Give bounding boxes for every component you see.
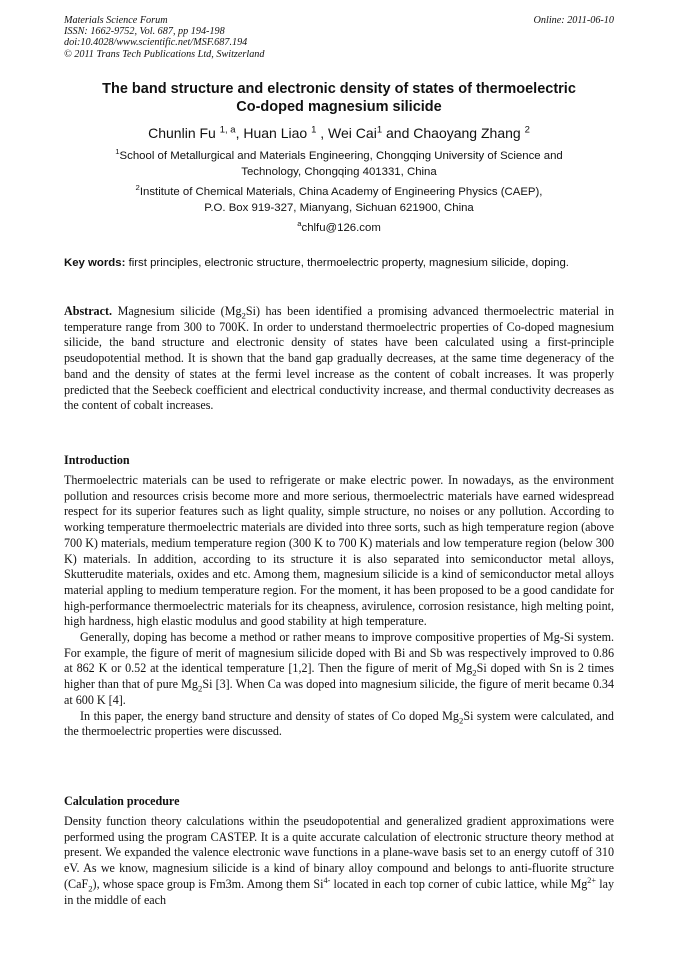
corresponding-email: [64, 221, 614, 235]
paragraph-text: Si [3]. When Ca was doped into magnesium silicide, the figure of merit became 0.34 at 600 K [4].: [64, 677, 614, 707]
affiliation-1-line-2: Technology, Chongqing 401331, China: [241, 165, 437, 178]
abstract-paragraph: [64, 304, 614, 414]
author-list: [64, 124, 614, 142]
paragraph-text: Density function theory calculations within the pseudopotential and generalized gradient approximations were performed using the program CASTEP. It is a quite accurate calculation of electronic structure theory method at present. We expanded the valence electronic wave functions in a plane-wave basis set to an energy cutoff of 310 eV. As we know, magnesium silicide is a kind of binary alloy compound and belongs to anti-fluorite structure (CaF: [64, 814, 614, 891]
affiliation-mark: 1: [115, 147, 120, 157]
author-affiliation-mark: 2: [524, 124, 530, 136]
affiliation-2: [64, 185, 614, 216]
introduction-body: [64, 473, 614, 740]
affiliation-text: School of Metallurgical and Materials Engineering, Chongqing University of Science and: [119, 150, 563, 162]
abstract-label: Abstract.: [64, 304, 113, 318]
subscript: 2: [472, 667, 477, 678]
paragraph-text: Generally, doping has become a method or rather means to improve compositive properties of Mg-Si system. For example, the figure of merit of magnesium silicide doped with Bi and Sb was respectively improved to 0.86 at 862 K or 0.52 at the identical temperature [1,2]. Then the figure of merit of Mg: [64, 630, 614, 676]
calculation-paragraph-1: [64, 814, 614, 908]
author-affiliation-mark: 1: [376, 124, 383, 136]
paragraph-text: located in each top corner of cubic lattice, while Mg: [330, 876, 588, 891]
affiliation-text: Institute of Chemical Materials, China Academy of Engineering Physics (CAEP),: [139, 186, 543, 198]
paragraph-text: lay in the middle of each: [64, 876, 614, 907]
affiliation-2-line-1: [64, 185, 614, 201]
journal-header: [64, 15, 264, 60]
abstract-text: Si) has been identified a promising advanced thermoelectric material in temperature range from 300 to 700K. In order to understand thermoelectric properties of Co-doped magnesium silicide, the band structure and electronic density of states have been calculated using a first-principle pseudopotential method. It is shown that the band gap gradually decreases, at the same time degeneracy of the band and the density of states at the fermi level increase as the content of cobalt increases. It was properly predicted that the Seebeck coefficient and electrical conductivity increase, and thermal conductivity decreases as the content of cobalt increases.: [64, 304, 614, 413]
introduction-paragraph-1: Thermoelectric materials can be used to refrigerate or make electric power. In nowadays, as the environment pollution and resources crisis become more and more serious, thermoelectric materials have earned widespread respect for its superior features such as light quality, simple structure, no noises or any pollution. According to working temperature thermoelectric materials are divided into three sorts, such as high temperature region (above 700 K) materials, medium temperature region (300 K to 700 K) materials and low temperature region (below 300 K) materials. In addition, according to its structure it is also separated into semiconductor metal alloys, Skutterudite materials, oxides and etc. Among them, magnesium silicide is a kind of semiconductor metal alloys material appling to medium temperature region. For the moment, it has been proposed to be a good candidate for high-performance thermoelectric materials for its cheapness, avirulence, corrosion resistance, high melting point, high hardness, high elastic modulus and good stability at high temperature.: [64, 473, 614, 629]
affiliation-1: [64, 149, 614, 180]
online-date: Online: 2011-06-10: [533, 15, 614, 26]
superscript: 4-: [323, 875, 331, 885]
author-affiliation-mark: 1, a: [219, 124, 236, 136]
keywords: [64, 256, 614, 271]
affiliation-1-line-1: [64, 149, 614, 165]
author-name: , Huan Liao: [235, 125, 312, 141]
title-line-2: Co-doped magnesium silicide: [236, 99, 442, 115]
paragraph-text: ), whose space group is Fm3m. Among them Si: [92, 876, 324, 891]
introduction-paragraph-3: [64, 709, 614, 740]
subscript: 2: [458, 714, 464, 725]
affiliation-mark: 2: [135, 183, 140, 193]
title-line-1: The band structure and electronic density of states of thermoelectric: [102, 81, 576, 97]
author-name: Chunlin Fu: [148, 125, 220, 141]
paper-title: [64, 80, 614, 116]
keywords-text: first principles, electronic structure, thermoelectric property, magnesium silicide, doping.: [125, 257, 569, 269]
introduction-paragraph-2: [64, 630, 614, 709]
journal-name: Materials Science Forum: [64, 15, 168, 26]
keywords-label: Key words:: [64, 257, 126, 269]
abstract-text: Magnesium silicide (Mg: [112, 304, 242, 318]
affiliation-2-line-2: P.O. Box 919-327, Mianyang, Sichuan 621900, China: [204, 201, 474, 214]
author-name: , Wei Cai: [316, 125, 377, 141]
email-mark: a: [297, 219, 302, 229]
paragraph-text: Si doped with Sn is 2 times higher than that of pure Mg: [64, 661, 614, 692]
paragraph-text: Si system were calculated, and the thermoelectric properties were discussed.: [64, 708, 614, 739]
author-affiliation-mark: 1: [311, 124, 317, 136]
subscript: 2: [241, 310, 246, 321]
introduction-heading: Introduction: [64, 453, 130, 467]
superscript: 2+: [587, 875, 597, 885]
email-address: chlfu@126.com: [301, 222, 381, 234]
subscript: 2: [88, 883, 93, 894]
author-name: and Chaoyang Zhang: [382, 125, 525, 141]
abstract: [64, 304, 614, 414]
paragraph-text: In this paper, the energy band structure and density of states of Co doped Mg: [80, 708, 459, 723]
subscript: 2: [197, 683, 203, 694]
copyright-line: © 2011 Trans Tech Publications Ltd, Switzerland: [64, 48, 265, 60]
calculation-body: [64, 814, 614, 908]
doi-line: doi:10.4028/www.scientific.net/MSF.687.194: [64, 37, 248, 49]
calculation-heading: Calculation procedure: [64, 794, 180, 808]
issn-line: ISSN: 1662-9752, Vol. 687, pp 194-198: [64, 26, 225, 38]
